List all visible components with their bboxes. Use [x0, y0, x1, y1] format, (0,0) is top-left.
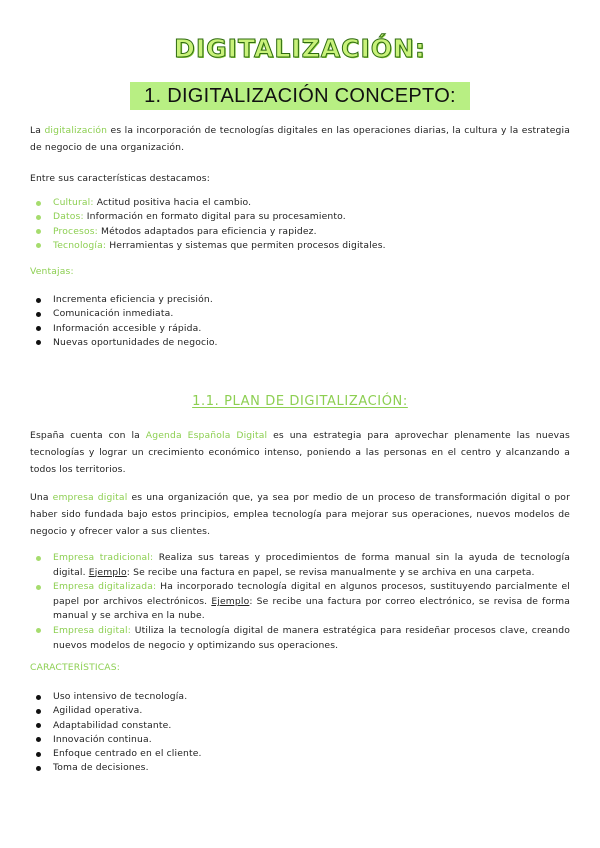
company-types-list	[30, 551, 570, 653]
features-label: CARACTERÍSTICAS:	[30, 662, 120, 673]
list-item: Cultural: Actitud positiva hacia el cambio.	[30, 196, 570, 210]
list-item: Empresa digital: Utiliza la tecnología digital de manera estratégica para resideñar procesos clave, creando nuevos modelos de negocio y optimizando sus operaciones.	[30, 624, 570, 653]
list-item: Adaptabilidad constante.	[30, 719, 570, 733]
bullet-icon	[36, 737, 41, 742]
list-item: Innovación continua.	[30, 733, 570, 747]
bullet-icon	[36, 201, 41, 206]
list-item: Empresa tradicional: Realiza sus tareas y procedimientos de forma manual sin la ayuda de tecnología digital. Ejemplo: Se recibe una factura en papel, se revisa manualmente y se archiva en una carpeta.	[30, 551, 570, 580]
list-item: Uso intensivo de tecnología.	[30, 690, 570, 704]
bullet-icon	[36, 556, 41, 561]
term-empresa-digital: empresa digital	[52, 492, 128, 503]
list-item: Datos: Información en formato digital para su procesamiento.	[30, 210, 570, 224]
agenda-paragraph: España cuenta con la Agenda Española Digital es una estrategia para aprovechar plenamente las nuevas tecnologías y lograr un crecimiento económico intenso, poniendo a las personas en el centro y alcanzando a todos los territorios.	[30, 430, 570, 475]
list-item: Incrementa eficiencia y precisión.	[30, 293, 570, 307]
section-2-heading: 1.1. PLAN DE DIGITALIZACIÓN:	[192, 394, 408, 409]
list-item: Comunicación inmediata.	[30, 307, 570, 321]
bullet-icon	[36, 215, 41, 220]
bullet-icon	[36, 723, 41, 728]
bullet-icon	[36, 585, 41, 590]
bullet-icon	[36, 695, 41, 700]
bullet-icon	[36, 340, 41, 345]
bullet-icon	[36, 312, 41, 317]
features-list	[30, 690, 570, 776]
list-item: Nuevas oportunidades de negocio.	[30, 336, 570, 350]
list-item: Agilidad operativa.	[30, 704, 570, 718]
section-1-heading: 1. DIGITALIZACIÓN CONCEPTO:	[144, 85, 456, 107]
bullet-icon	[36, 628, 41, 633]
bullet-icon	[36, 326, 41, 331]
characteristics-intro: Entre sus características destacamos:	[30, 173, 210, 184]
list-item: Enfoque centrado en el cliente.	[30, 747, 570, 761]
list-item: Toma de decisiones.	[30, 761, 570, 775]
section-1-heading-box	[130, 82, 470, 110]
bullet-icon	[36, 243, 41, 248]
bullet-icon	[36, 229, 41, 234]
advantages-list	[30, 293, 570, 350]
bullet-icon	[36, 752, 41, 757]
list-item: Procesos: Métodos adaptados para eficiencia y rapidez.	[30, 225, 570, 239]
list-item: Empresa digitalizada: Ha incorporado tecnología digital en algunos procesos, sustituyendo parcialmente el papel por archivos electrónicos. Ejemplo: Se recibe una factura por correo electrónico, se revisa de forma manual y se archiva en la nube.	[30, 580, 570, 624]
advantages-label: Ventajas:	[30, 266, 74, 277]
bullet-icon	[36, 709, 41, 714]
bullet-icon	[36, 298, 41, 303]
document-title: DIGITALIZACIÓN:	[174, 34, 426, 63]
bullet-icon	[36, 766, 41, 771]
term-digitalizacion: digitalización	[44, 125, 108, 136]
empresa-digital-paragraph: Una empresa digital es una organización que, ya sea por medio de un proceso de transformación digital o por haber sido fundada bajo estos principios, emplea tecnología para mejorar sus operaciones, nuevos modelos de negocio y ofrecer valor a sus clientes.	[30, 492, 570, 537]
list-item: Tecnología: Herramientas y sistemas que permiten procesos digitales.	[30, 239, 570, 253]
list-item: Información accesible y rápida.	[30, 322, 570, 336]
term-agenda: Agenda Española Digital	[145, 430, 268, 441]
intro-paragraph: La digitalización es la incorporación de tecnologías digitales en las operaciones diarias, la cultura y la estrategia de negocio de una organización.	[30, 125, 570, 153]
characteristics-list	[30, 196, 570, 253]
